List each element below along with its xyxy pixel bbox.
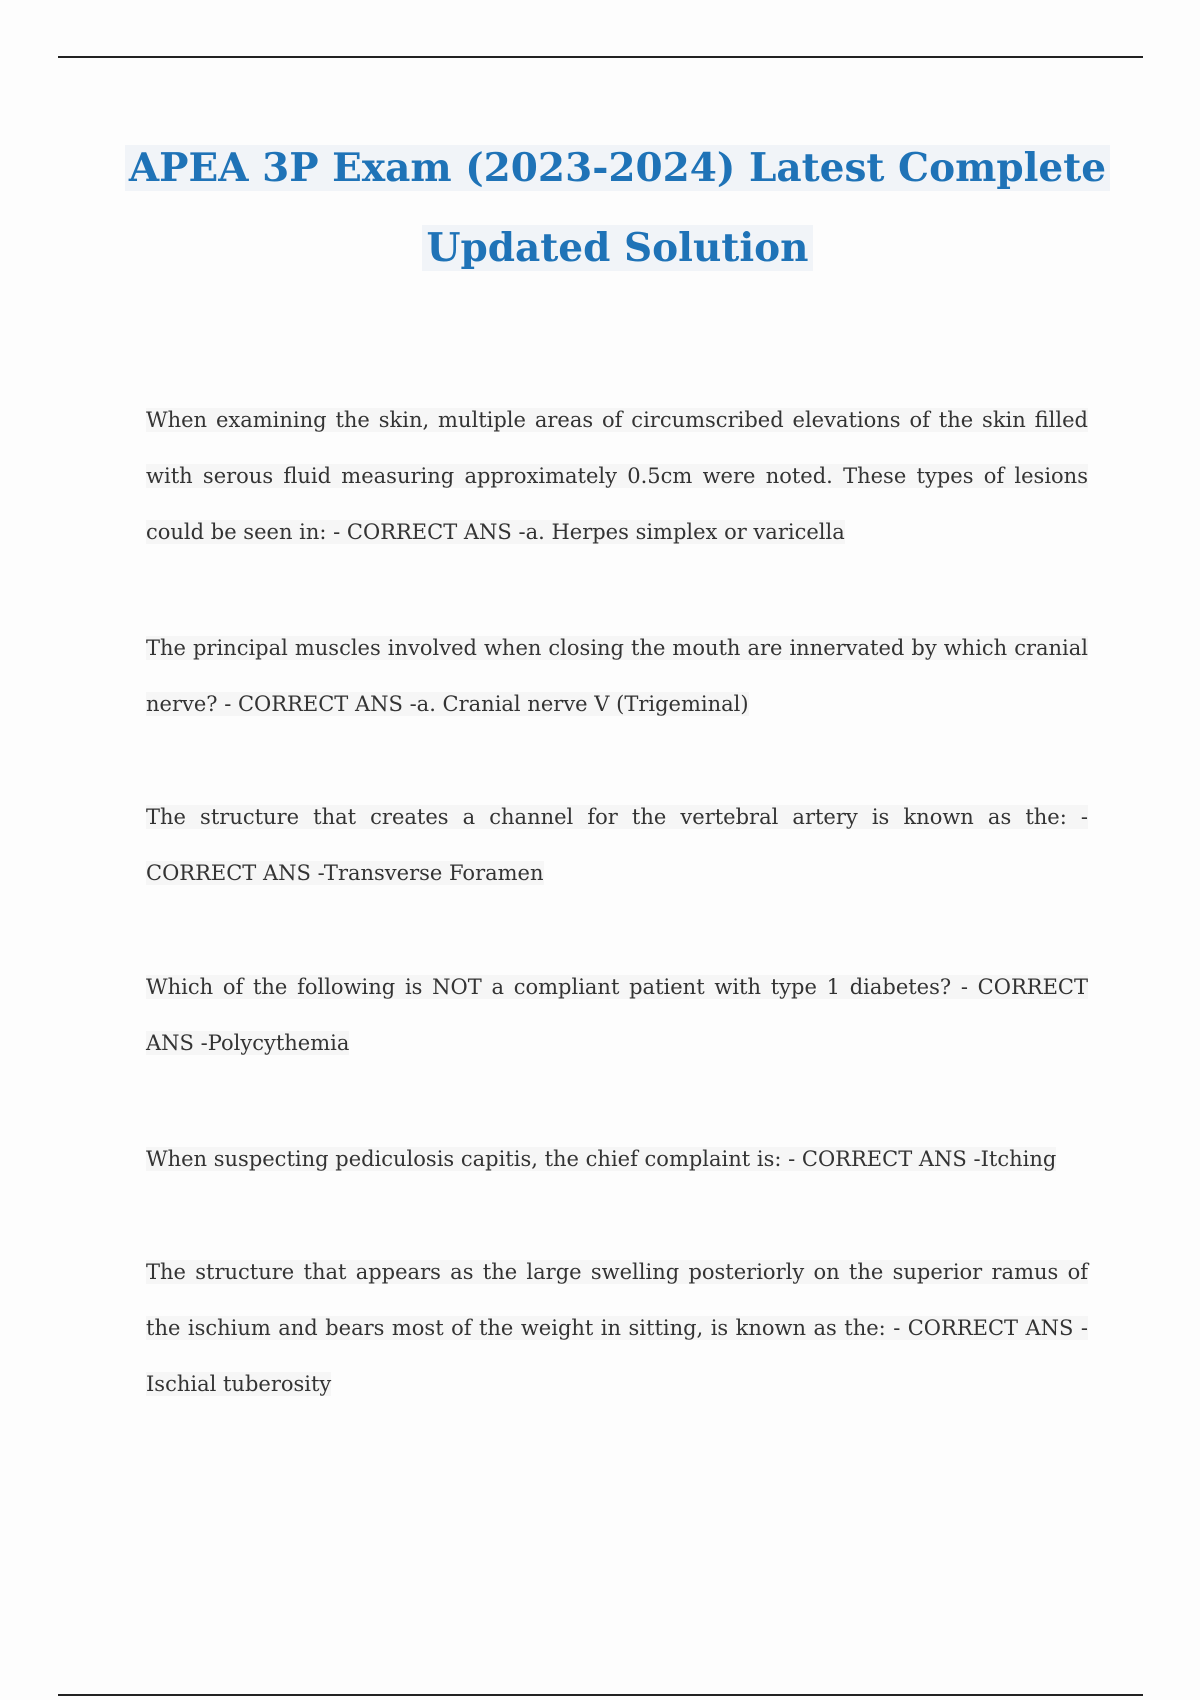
qa-item-3 [146, 789, 1088, 901]
qa-item-2 [146, 620, 1088, 732]
top-rule [58, 56, 1143, 58]
qa-text: When suspecting pediculosis capitis, the chief complaint is: - CORRECT ANS -Itching [146, 1147, 1057, 1171]
bottom-rule [58, 1694, 1143, 1696]
qa-text: Which of the following is NOT a compliant patient with type 1 diabetes? - CORRECT ANS -Polycythemia [146, 975, 1088, 1055]
qa-text: When examining the skin, multiple areas of circumscribed elevations of the skin filled with serous fluid measuring approximately 0.5cm were noted. These types of lesions could be seen in: - CORRECT ANS -a. Herpes simplex or varicella [146, 408, 1088, 544]
qa-item-4 [146, 959, 1088, 1071]
title-line-2: Updated Solution [422, 225, 812, 271]
qa-text: The structure that appears as the large swelling posteriorly on the superior ramus of the ischium and bears most of the weight in sitting, is known as the: - CORRECT ANS -Ischial tuberosity [146, 1260, 1088, 1396]
title-line-1: APEA 3P Exam (2023-2024) Latest Complete [125, 145, 1110, 191]
qa-item-5 [146, 1131, 1088, 1187]
qa-item-6 [146, 1244, 1088, 1412]
qa-text: The principal muscles involved when closing the mouth are innervated by which cranial nerve? - CORRECT ANS -a. Cranial nerve V (Trigeminal) [146, 636, 1088, 716]
qa-item-1 [146, 392, 1088, 560]
qa-text: The structure that creates a channel for the vertebral artery is known as the: - CORRECT ANS -Transverse Foramen [146, 805, 1088, 885]
document-title [100, 128, 1135, 288]
